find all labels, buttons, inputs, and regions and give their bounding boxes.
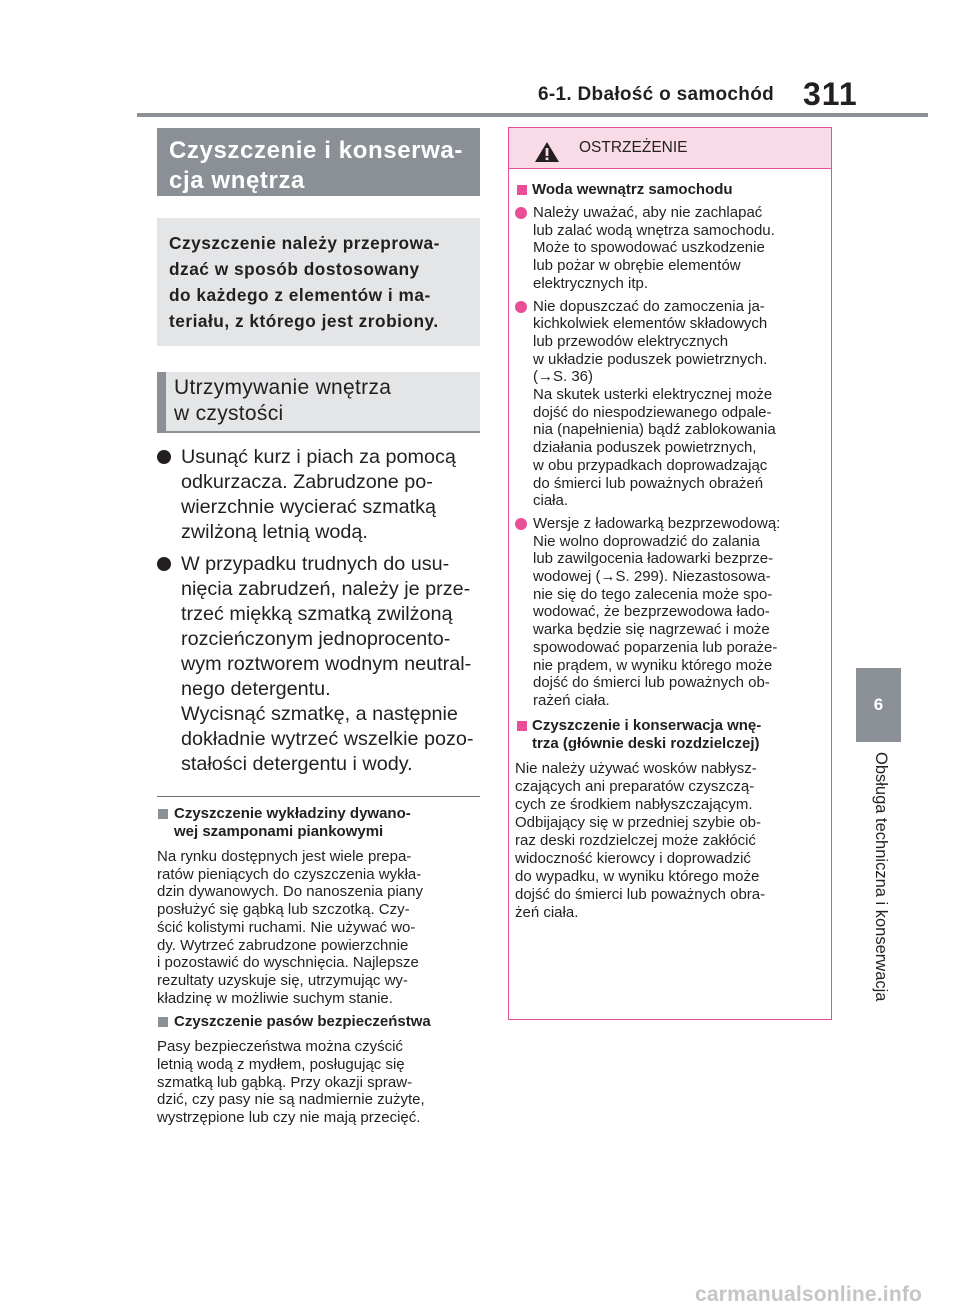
chapter-tab: 6 bbox=[856, 668, 901, 742]
text-line: Może to spowodować uszkodzenie bbox=[533, 239, 765, 257]
text-line: rażeń ciała. bbox=[533, 691, 610, 709]
subheading-line: w czystości bbox=[174, 402, 284, 425]
divider bbox=[157, 796, 480, 797]
text-line: Czyszczenie i konserwacja wnę- bbox=[532, 716, 762, 734]
info-subheading bbox=[157, 805, 480, 841]
text-line: dzić, czy pasy nie są nadmiernie zużyte, bbox=[157, 1091, 425, 1109]
text-line: wodowej (→S. 299). Niezastosowa- bbox=[533, 568, 771, 586]
text-line: Pasy bezpieczeństwa można czyścić bbox=[157, 1038, 403, 1056]
text-line: Nie należy używać wosków nabłysz- bbox=[515, 759, 757, 777]
header-rule bbox=[137, 113, 928, 117]
text-line: rezultaty uzyskuje się, utrzymując wy- bbox=[157, 971, 408, 989]
text-line: ścić kolistymi ruchami. Nie używać wo- bbox=[157, 918, 416, 936]
intro-line: do każdego z elementów i ma- bbox=[169, 285, 431, 305]
text-line: lub pożar w obrębie elementów bbox=[533, 257, 741, 275]
text-line: wym roztworem wodnym neutral- bbox=[181, 653, 472, 675]
chapter-title: Obsługa techniczna i konserwacja bbox=[872, 752, 890, 1002]
text-line: Należy uważać, aby nie zachlapać bbox=[533, 204, 763, 221]
text-line: i pozostawić do wyschnięcia. Najlepsze bbox=[157, 954, 419, 972]
bullet-dot-icon bbox=[157, 450, 171, 464]
text-line: działania poduszek powietrznych, bbox=[533, 439, 757, 457]
text-line: odkurzacza. Zabrudzone po- bbox=[181, 471, 433, 493]
square-bullet-icon bbox=[517, 185, 527, 195]
bullet-dot-icon bbox=[515, 518, 527, 530]
text-line: dzin dywanowych. Do nanoszenia piany bbox=[157, 883, 423, 901]
heading-line: cja wnętrza bbox=[169, 167, 305, 194]
text-line: raz deski rozdzielczej może zakłócić bbox=[515, 831, 756, 849]
text-line: elektrycznych itp. bbox=[533, 274, 649, 292]
text-line: lub przewodów elektrycznych bbox=[533, 332, 729, 350]
warning-subheading bbox=[515, 181, 825, 199]
warning-paragraph bbox=[515, 760, 825, 922]
text-line: szmatką lub gąbką. Przy okazji spraw- bbox=[157, 1073, 413, 1091]
text-line: Na skutek usterki elektrycznej może bbox=[533, 386, 773, 404]
text-line: Nie wolno doprowadzić do zalania bbox=[533, 532, 760, 550]
text-line: nięcia zabrudzeń, należy je prze- bbox=[181, 578, 471, 600]
text-line: Usunąć kurz i piach za pomocą bbox=[181, 446, 456, 468]
text-line: nie prądem, w wyniku którego może bbox=[533, 656, 773, 674]
text-line: widoczność kierowcy i doprowadzić bbox=[515, 849, 751, 867]
subheading-line: Utrzymywanie wnętrza bbox=[174, 376, 392, 399]
text-line: Czyszczenie wykładziny dywano- bbox=[174, 805, 411, 822]
text-line: dojść do śmierci lub poważnych obra- bbox=[515, 885, 766, 903]
text-line: Wycisnąć szmatkę, a następnie bbox=[181, 703, 458, 725]
text-line: Wersje z ładowarką bezprzewodową: bbox=[533, 514, 781, 532]
section-heading bbox=[157, 128, 480, 196]
bullet-list bbox=[157, 445, 480, 777]
text-line: wierzchnie wycierać szmatką bbox=[181, 496, 437, 518]
text-line: wodować, że bezprzewodowa łado- bbox=[533, 603, 770, 621]
text-line: Czyszczenie pasów bezpieczeństwa bbox=[174, 1013, 431, 1031]
text-line: rozcieńczonym jednoprocento- bbox=[181, 628, 451, 650]
text-line: W przypadku trudnych do usu- bbox=[181, 553, 450, 575]
text-line: ciała. bbox=[533, 492, 569, 510]
section-title: 6-1. Dbałość o samochód bbox=[538, 84, 775, 105]
text-line: dojść do śmierci lub poważnych ob- bbox=[533, 674, 770, 692]
bullet-dot-icon bbox=[515, 207, 527, 219]
text-line: stałości detergentu i wody. bbox=[181, 753, 413, 775]
text-line: lub zawilgocenia ładowarki bezprze- bbox=[533, 550, 774, 568]
text-line: wej szamponami piankowymi bbox=[174, 823, 384, 840]
info-subheading bbox=[157, 1013, 480, 1031]
text-line: kładzinę w możliwie suchym stanie. bbox=[157, 989, 393, 1007]
warning-subheading bbox=[515, 717, 825, 753]
text-line: dokładnie wytrzeć wszelkie pozo- bbox=[181, 728, 474, 750]
text-line: wystrzępione lub czy nie mają przecięć. bbox=[157, 1109, 421, 1127]
text-line: Woda wewnątrz samochodu bbox=[532, 181, 733, 198]
bullet-dot-icon bbox=[157, 557, 171, 571]
subsection-heading bbox=[157, 372, 480, 433]
left-column bbox=[157, 128, 480, 1127]
warning-item bbox=[515, 515, 825, 710]
text-line: cych ze środkiem nabłyszczającym. bbox=[515, 795, 753, 813]
warning-triangle-icon bbox=[534, 141, 560, 163]
intro-box bbox=[157, 218, 480, 346]
intro-line: dzać w sposób dostosowany bbox=[169, 259, 420, 279]
text-line: dy. Wytrzeć zabrudzone powierzchnie bbox=[157, 936, 409, 954]
chapter-title-vertical bbox=[866, 752, 890, 1037]
warning-box bbox=[508, 127, 832, 1020]
text-line: warka będzie się nagrzewać i może bbox=[533, 621, 770, 639]
warning-title: OSTRZEŻENIE bbox=[579, 139, 688, 156]
text-line: żeń ciała. bbox=[515, 903, 579, 921]
text-line: ratów pieniących do czyszczenia wykła- bbox=[157, 865, 422, 883]
text-line: w obu przypadkach doprowadzając bbox=[533, 456, 768, 474]
text-line: letnią wodą z mydłem, posługując się bbox=[157, 1056, 405, 1074]
bullet-dot-icon bbox=[515, 301, 527, 313]
text-line: Na rynku dostępnych jest wiele prepa- bbox=[157, 848, 412, 865]
watermark: carmanualsonline.info bbox=[695, 1283, 923, 1306]
text-line: kichkolwiek elementów składowych bbox=[533, 315, 768, 333]
text-line: nego detergentu. bbox=[181, 678, 331, 700]
text-line: w układzie poduszek powietrznych. bbox=[533, 350, 768, 368]
text-line: dojść do niespodziewanego odpale- bbox=[533, 403, 772, 421]
square-bullet-icon bbox=[158, 809, 168, 819]
text-line: nia (napełnienia) bądź zablokowania bbox=[533, 421, 776, 439]
warning-body bbox=[509, 169, 831, 922]
warning-item bbox=[515, 204, 825, 293]
text-line: trza (głównie deski rozdzielczej) bbox=[532, 734, 760, 752]
warning-header bbox=[509, 128, 831, 169]
text-line: lub zalać wodą wnętrza samochodu. bbox=[533, 221, 775, 239]
text-line: Odbijający się w przedniej szybie ob- bbox=[515, 813, 761, 831]
page-number: 311 bbox=[803, 76, 858, 112]
text-line: Nie dopuszczać do zamoczenia ja- bbox=[533, 297, 765, 315]
square-bullet-icon bbox=[158, 1017, 168, 1027]
warning-item bbox=[515, 298, 825, 510]
text-line: do wypadku, w wyniku którego może bbox=[515, 867, 760, 885]
info-paragraph bbox=[157, 848, 480, 1007]
square-bullet-icon bbox=[517, 721, 527, 731]
intro-line: Czyszczenie należy przeprowa- bbox=[169, 233, 440, 253]
text-line: czających ani preparatów czyszczą- bbox=[515, 777, 755, 795]
info-paragraph bbox=[157, 1038, 480, 1127]
list-item bbox=[157, 552, 480, 777]
text-line: zwilżoną letnią wodą. bbox=[181, 521, 368, 543]
text-line: posłużyć się gąbką lub szczotką. Czy- bbox=[157, 901, 410, 919]
text-line: trzeć miękką szmatką zwilżoną bbox=[181, 603, 453, 625]
list-item bbox=[157, 445, 480, 545]
text-line: (→S. 36) bbox=[533, 368, 594, 386]
text-line: nie się do tego zalecenia może spo- bbox=[533, 585, 773, 603]
text-line: do śmierci lub poważnych obrażeń bbox=[533, 474, 764, 492]
text-line: spowodować poparzenia lub poraże- bbox=[533, 638, 778, 656]
intro-line: teriału, z którego jest zrobiony. bbox=[169, 311, 439, 331]
heading-line: Czyszczenie i konserwa- bbox=[169, 137, 463, 164]
